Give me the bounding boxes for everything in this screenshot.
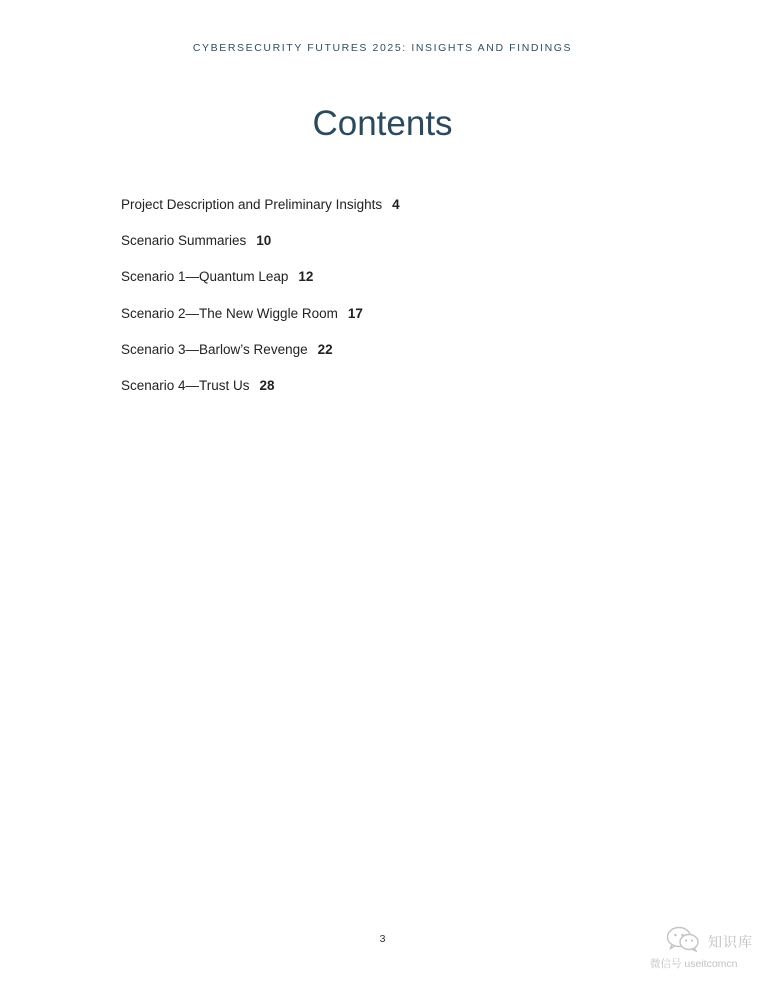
wechat-icon xyxy=(666,926,700,952)
toc-entry-label: Scenario 3—Barlow’s Revenge xyxy=(121,341,308,357)
toc-entry-page: 10 xyxy=(256,233,272,249)
toc-entry-label: Scenario 1—Quantum Leap xyxy=(121,269,289,285)
watermark-account: 微信号 useitcomcn xyxy=(650,958,738,970)
page-title: Contents xyxy=(312,104,453,143)
toc-entry[interactable] xyxy=(121,196,400,232)
watermark xyxy=(650,926,762,974)
toc-entry-page: 4 xyxy=(392,197,400,212)
running-header: CYBERSECURITY FUTURES 2025: INSIGHTS AND FINDINGS xyxy=(192,42,573,54)
page-number: 3 xyxy=(379,933,386,945)
toc-entry-page: 22 xyxy=(317,341,333,357)
toc-entry[interactable] xyxy=(121,377,400,413)
toc-entry[interactable] xyxy=(121,232,400,268)
table-of-contents xyxy=(121,196,400,413)
toc-entry-page: 28 xyxy=(259,377,275,393)
toc-entry-page: 12 xyxy=(298,269,314,285)
toc-entry-label: Project Description and Preliminary Insights xyxy=(121,197,383,212)
toc-entry-label: Scenario 2—The New Wiggle Room xyxy=(121,305,338,321)
toc-entry-page: 17 xyxy=(347,305,363,321)
watermark-brand: 知识库 xyxy=(708,934,753,950)
toc-entry[interactable] xyxy=(121,305,400,341)
toc-entry-label: Scenario Summaries xyxy=(121,233,247,249)
toc-entry-label: Scenario 4—Trust Us xyxy=(121,377,250,393)
toc-entry[interactable] xyxy=(121,341,400,377)
toc-entry[interactable] xyxy=(121,268,400,304)
